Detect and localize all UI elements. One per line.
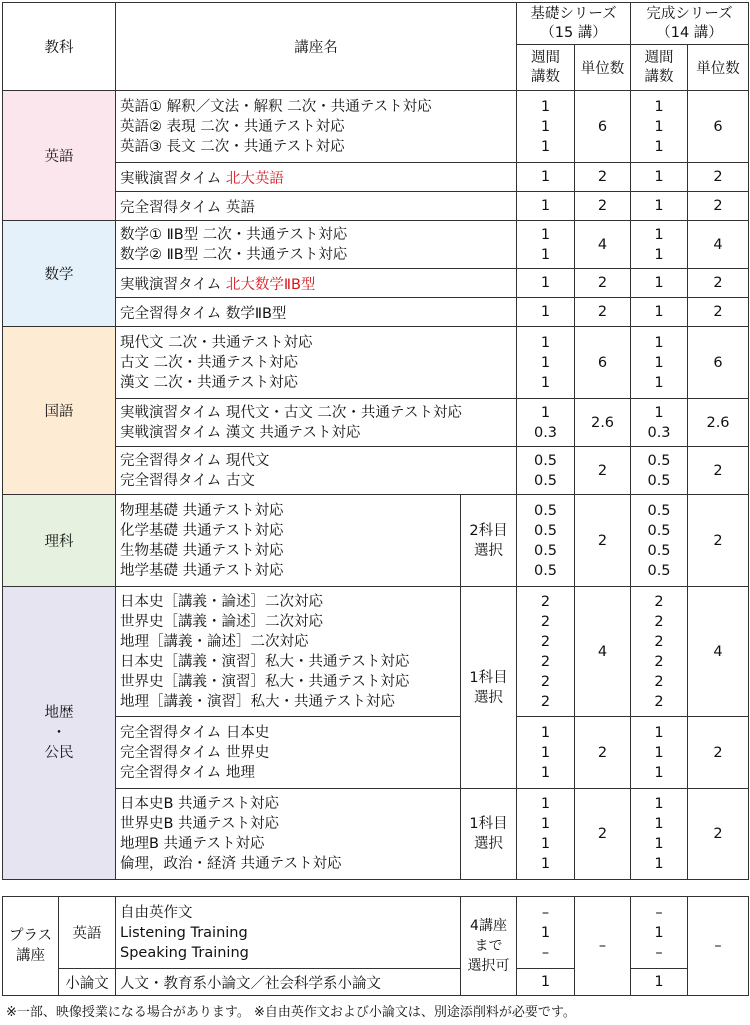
header-weekly: 週間 講数 xyxy=(517,45,575,91)
subject-english: 英語 xyxy=(3,91,116,221)
weekly-count: 0.5 0.5 xyxy=(517,447,575,495)
weekly-count: 0.5 0.5 0.5 0.5 xyxy=(631,495,688,587)
weekly-count: 1 xyxy=(517,298,575,327)
weekly-count: 2 2 2 2 2 2 xyxy=(631,587,688,717)
course-list: 実戦演習タイム 現代文・古文 二次・共通テスト対応 実戦演習タイム 漢文 共通テスト対応 xyxy=(116,399,517,447)
weekly-count: 1 xyxy=(517,269,575,298)
subject-japanese: 国語 xyxy=(3,327,116,495)
course-list: 英語① 解釈／文法・解釈 二次・共通テスト対応 英語② 表現 二次・共通テスト対応 英語③ 長文 二次・共通テスト対応 xyxy=(116,91,517,163)
weekly-count: 1 xyxy=(517,192,575,221)
course-list: 現代文 二次・共通テスト対応 古文 二次・共通テスト対応 漢文 二次・共通テスト対応 xyxy=(116,327,517,399)
weekly-count: 1 xyxy=(631,192,688,221)
footnote: ※一部、映像授業になる場合があります。 ※自由英作文および小論文は、別途添削料が必要です。 xyxy=(6,1005,576,1020)
unit-count: 2 xyxy=(688,269,749,298)
weekly-count: 1 1 1 xyxy=(631,91,688,163)
course-list: 日本史B 共通テスト対応 世界史B 共通テスト対応 地理B 共通テスト対応 倫理，政治・経済 共通テスト対応 xyxy=(116,789,461,880)
weekly-count: 1 xyxy=(631,969,688,996)
unit-count: 4 xyxy=(575,221,631,269)
unit-count: 2 xyxy=(688,447,749,495)
course-list: 自由英作文 Listening Training Speaking Training xyxy=(116,897,461,969)
unit-count: 2 xyxy=(688,495,749,587)
subject-science: 理科 xyxy=(3,495,116,587)
subject-social: 地歴 ・ 公民 xyxy=(3,587,116,880)
unit-count: 2 xyxy=(575,495,631,587)
weekly-count: 1 xyxy=(517,163,575,192)
plus-english-label: 英語 xyxy=(59,897,116,969)
unit-count: – xyxy=(575,897,631,996)
unit-count: 2 xyxy=(575,192,631,221)
unit-count: 2 xyxy=(575,298,631,327)
course-item: 実戦演習タイム 北大英語 xyxy=(116,163,517,192)
subject-plus: プラス 講座 xyxy=(3,897,59,996)
unit-count: 2 xyxy=(575,447,631,495)
header-course: 講座名 xyxy=(116,3,517,91)
curriculum-table xyxy=(2,2,749,880)
unit-count: 4 xyxy=(688,587,749,717)
course-list: 日本史［講義・論述］二次対応 世界史［講義・論述］二次対応 地理［講義・論述］二次対応 日本史［講義・演習］私大・共通テスト対応 世界史［講義・演習］私大・共通テスト対応 地理［講義・演習］私大・共通テスト対応 xyxy=(116,587,461,717)
course-item: 完全習得タイム 数学ⅡB型 xyxy=(116,298,517,327)
course-list: 完全習得タイム 現代文 完全習得タイム 古文 xyxy=(116,447,517,495)
unit-count: 2 xyxy=(575,717,631,789)
header-units: 単位数 xyxy=(688,45,749,91)
unit-count: 2 xyxy=(688,192,749,221)
selection-note: 1科目 選択 xyxy=(461,789,517,880)
weekly-count: 1 1 1 1 xyxy=(517,789,575,880)
weekly-count: 1 xyxy=(631,269,688,298)
unit-count: 2 xyxy=(575,789,631,880)
header-series-basic: 基礎シリーズ （15 講） xyxy=(517,3,631,45)
weekly-count: 1 xyxy=(517,969,575,996)
weekly-count: 1 1 1 xyxy=(517,327,575,399)
weekly-count: 2 2 2 2 2 2 xyxy=(517,587,575,717)
weekly-count: 1 0.3 xyxy=(631,399,688,447)
unit-count: 2 xyxy=(688,717,749,789)
weekly-count: 1 1 1 1 xyxy=(631,789,688,880)
weekly-count: 1 xyxy=(631,163,688,192)
weekly-count: 1 1 1 xyxy=(517,717,575,789)
highlight-text: 北大英語 xyxy=(225,170,284,187)
weekly-count: – 1 – xyxy=(631,897,688,969)
selection-note: 2科目 選択 xyxy=(461,495,517,587)
weekly-count: 1 0.3 xyxy=(517,399,575,447)
course-item: 人文・教育系小論文／社会科学系小論文 xyxy=(116,969,461,996)
plus-essay-label: 小論文 xyxy=(59,969,116,996)
course-item: 完全習得タイム 英語 xyxy=(116,192,517,221)
course-list: 完全習得タイム 日本史 完全習得タイム 世界史 完全習得タイム 地理 xyxy=(116,717,461,789)
course-list: 物理基礎 共通テスト対応 化学基礎 共通テスト対応 生物基礎 共通テスト対応 地学基礎 共通テスト対応 xyxy=(116,495,461,587)
plus-course-table xyxy=(2,896,749,996)
weekly-count: 0.5 0.5 xyxy=(631,447,688,495)
header-series-complete: 完成シリーズ （14 講） xyxy=(631,3,749,45)
unit-count: 2.6 xyxy=(688,399,749,447)
unit-count: 4 xyxy=(575,587,631,717)
unit-count: 2 xyxy=(688,163,749,192)
weekly-count: 0.5 0.5 0.5 0.5 xyxy=(517,495,575,587)
unit-count: 4 xyxy=(688,221,749,269)
course-item: 実戦演習タイム 北大数学ⅡB型 xyxy=(116,269,517,298)
unit-count: 6 xyxy=(575,327,631,399)
unit-count: 2.6 xyxy=(575,399,631,447)
unit-count: 6 xyxy=(575,91,631,163)
weekly-count: 1 1 1 xyxy=(517,91,575,163)
weekly-count: 1 1 xyxy=(517,221,575,269)
header-weekly: 週間 講数 xyxy=(631,45,688,91)
weekly-count: 1 1 1 xyxy=(631,327,688,399)
weekly-count: 1 1 1 xyxy=(631,717,688,789)
subject-math: 数学 xyxy=(3,221,116,327)
selection-note: 1科目 選択 xyxy=(461,587,517,789)
unit-count: 6 xyxy=(688,91,749,163)
unit-count: – xyxy=(688,897,749,996)
weekly-count: – 1 – xyxy=(517,897,575,969)
weekly-count: 1 1 xyxy=(631,221,688,269)
unit-count: 6 xyxy=(688,327,749,399)
weekly-count: 1 xyxy=(631,298,688,327)
selection-note: 4講座 まで 選択可 xyxy=(461,897,517,996)
unit-count: 2 xyxy=(688,789,749,880)
header-subject: 教科 xyxy=(3,3,116,91)
unit-count: 2 xyxy=(575,269,631,298)
course-list: 数学① ⅡB型 二次・共通テスト対応 数学② ⅡB型 二次・共通テスト対応 xyxy=(116,221,517,269)
unit-count: 2 xyxy=(688,298,749,327)
header-units: 単位数 xyxy=(575,45,631,91)
unit-count: 2 xyxy=(575,163,631,192)
highlight-text: 北大数学ⅡB型 xyxy=(225,276,316,293)
